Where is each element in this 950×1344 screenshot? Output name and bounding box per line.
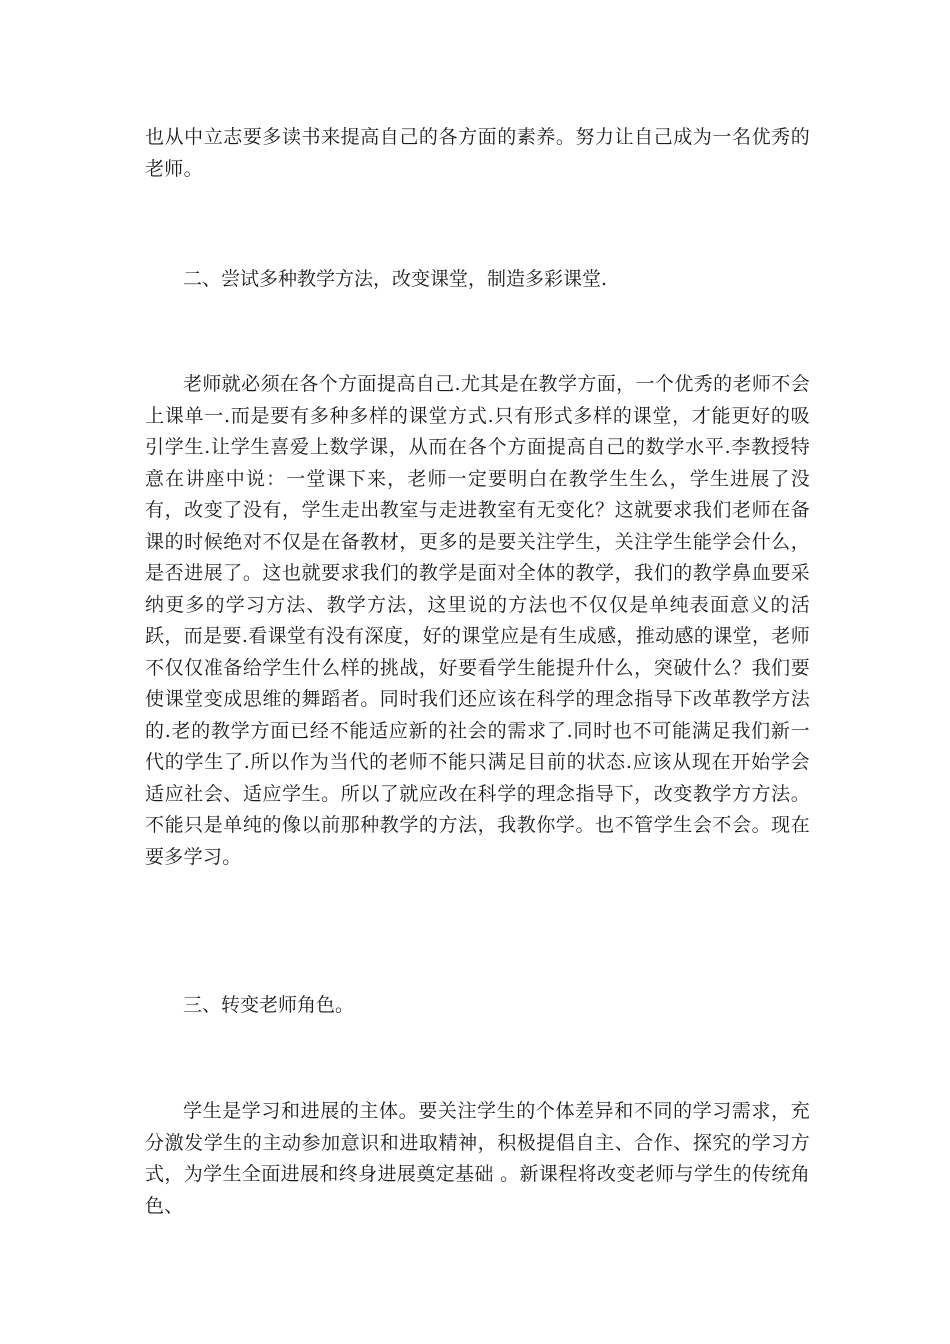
section-heading-3: 三、转变老师角色。 [183,994,355,1016]
section-heading-2: 二、尝试多种教学方法，改变课堂，制造多彩课堂. [183,268,608,290]
paragraph-teaching-methods: 老师就必须在各个方面提高自己.尤其是在教学方面，一个优秀的老师不会上课单一.而是要有多种多样的课堂方式.只有形式多样的课堂，才能更好的吸引学生.让学生喜爱上数学课，从而在各个方面提高自己的数学水平.李教授特意在讲座中说：一堂课下来，老师一定要明白在教学生生么，学生进展了没有，改变了没有，学生走出教室与走进教室有无变化？这就要求我们老师在备课的时候绝对不仅是在备教材，更多的是要关注学生，关注学生能学会什么，是否进展了。这也就要求我们的教学是面对全体的教学，我们的教学鼻血要采纳更多的学习方法、教学方法，这里说的方法也不仅仅是单纯表面意义的活跃，而是要.看课堂有没有深度，好的课堂应是有生成感，推动感的课堂，老师不仅仅准备给学生什么样的挑战，好要看学生能提升什么，突破什么？我们要使课堂变成思维的舞蹈者。同时我们还应该在科学的理念指导下改革教学方法的.老的教学方面已经不能适应新的社会的需求了.同时也不可能满足我们新一代的学生了.所以作为当代的老师不能只满足目前的状态.应该从现在开始学会适应社会、适应学生。所以了就应改在科学的理念指导下，改变教学方方法。不能只是单纯的像以前那种教学的方法，我教你学。也不管学生会不会。现在要多学习。 [145,373,810,868]
paragraph-continued: 也从中立志要多读书来提高自己的各方面的素养。努力让自己成为一名优秀的老师。 [145,126,810,180]
paragraph-teacher-role: 学生是学习和进展的主体。要关注学生的个体差异和不同的学习需求，充分激发学生的主动参加意识和进取精神，积极提倡自主、合作、探究的学习方式，为学生全面进展和终身进展奠定基础 。新课程将改变老师与学生的传统角色、 [145,1100,810,1217]
